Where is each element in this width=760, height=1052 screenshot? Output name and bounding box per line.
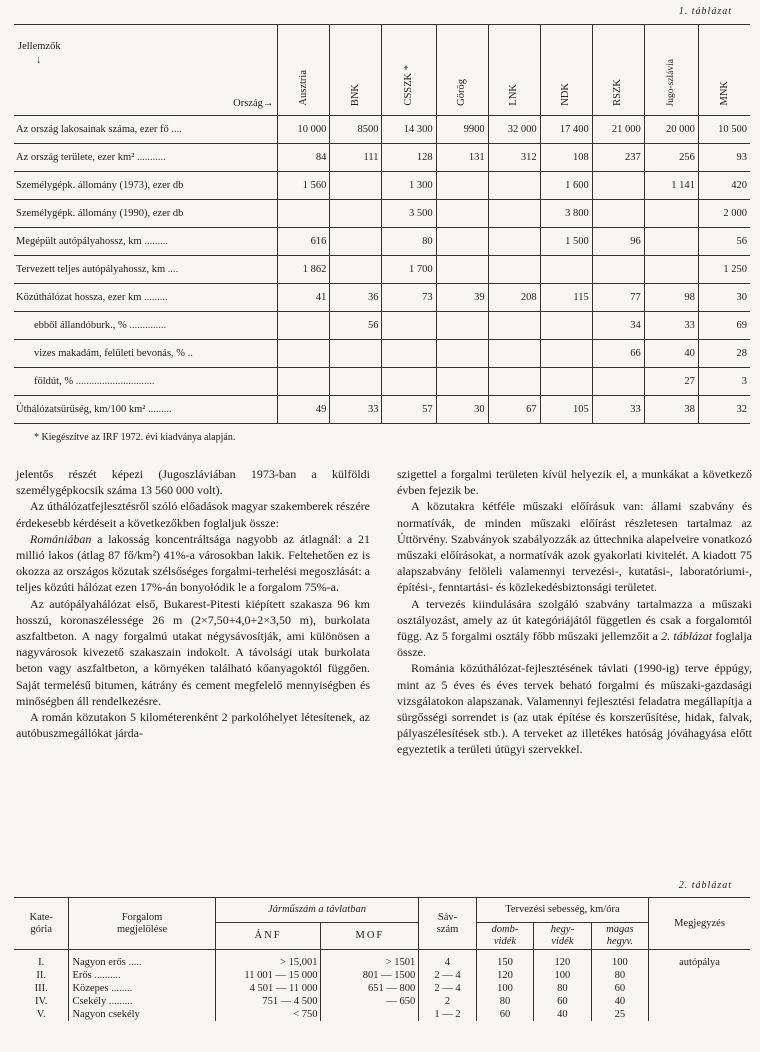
table-cell <box>649 982 750 995</box>
header-jarmuszam: Járműszám a távlatban <box>215 898 419 923</box>
table-row <box>14 995 750 1008</box>
row-label-text: Személygépk. állomány (1990), ezer db <box>16 208 184 219</box>
table-cell: 3 <box>698 368 750 396</box>
leader-dots: ......... <box>141 292 168 303</box>
table-cell: 100 <box>476 982 533 995</box>
table1-footnote: * Kiegészítve az IRF 1972. évi kiadványa alapján. <box>34 432 236 443</box>
table-cell: 616 <box>278 228 330 256</box>
header-savszam: Sáv- szám <box>419 898 476 950</box>
row-label <box>14 200 278 228</box>
table-cell <box>278 312 330 340</box>
leader-dots: ........... <box>134 152 166 163</box>
table-cell: 1 600 <box>540 172 592 200</box>
table-cell: 67 <box>488 396 540 424</box>
table-cell <box>436 340 488 368</box>
table-cell <box>436 200 488 228</box>
table-cell: 256 <box>644 144 698 172</box>
table-cell: 69 <box>698 312 750 340</box>
leader-dots: ......... <box>106 996 133 1007</box>
row-label <box>14 172 278 200</box>
table-cell: 4 501 — 11 000 <box>215 982 321 995</box>
table-cell <box>488 172 540 200</box>
table-cell <box>69 995 215 1008</box>
row-label-text: Úthálózatsűrűség, km/100 km² <box>16 404 146 415</box>
row-label-text: Csekély <box>72 996 107 1007</box>
table-cell <box>330 368 382 396</box>
table-cell: 34 <box>592 312 644 340</box>
table1-header-row <box>14 25 750 116</box>
country-header: NDK <box>540 25 592 116</box>
table-cell: 1 862 <box>278 256 330 284</box>
table-cell <box>436 368 488 396</box>
table-cell: autópálya <box>649 950 750 970</box>
header-kategoria: Kate- gória <box>14 898 69 950</box>
table-cell: 93 <box>698 144 750 172</box>
table-cell: — 650 <box>321 995 419 1008</box>
table-cell: 57 <box>382 396 436 424</box>
table-cell <box>649 969 750 982</box>
table2 <box>14 897 750 1021</box>
table-row <box>14 312 750 340</box>
table1 <box>14 24 750 424</box>
table-cell: 4 <box>419 950 476 970</box>
table-row <box>14 144 750 172</box>
table-row <box>14 172 750 200</box>
table-cell: 77 <box>592 284 644 312</box>
table-row <box>14 396 750 424</box>
text-run: foglalja össze. <box>397 629 753 660</box>
table-row <box>14 982 750 995</box>
table-cell: 2 — 4 <box>419 982 476 995</box>
table-row <box>14 200 750 228</box>
table-cell: 32 000 <box>488 116 540 144</box>
row-label <box>14 228 278 256</box>
table-cell: 56 <box>698 228 750 256</box>
paragraph <box>397 498 752 595</box>
row-label <box>14 144 278 172</box>
table-cell <box>488 200 540 228</box>
table-cell <box>488 340 540 368</box>
table-cell: 10 500 <box>698 116 750 144</box>
table-cell <box>382 368 436 396</box>
table-cell <box>436 256 488 284</box>
table-cell: 1 500 <box>540 228 592 256</box>
text-run: Romániában <box>30 531 92 546</box>
table-cell: 10 000 <box>278 116 330 144</box>
header-hegyvidek: hegy- vidék <box>534 923 591 950</box>
table-row <box>14 969 750 982</box>
table-cell: 73 <box>382 284 436 312</box>
table-cell: 40 <box>591 995 648 1008</box>
table-cell <box>488 256 540 284</box>
table-cell: > 1501 <box>321 950 419 970</box>
leader-dots: .............. <box>126 320 167 331</box>
table-cell: 39 <box>436 284 488 312</box>
country-header: BNK <box>330 25 382 116</box>
table-cell: 128 <box>382 144 436 172</box>
header-jellemzok: Jellemzők <box>18 41 61 52</box>
row-label <box>14 340 278 368</box>
table-cell <box>540 312 592 340</box>
table1-caption: 1. táblázat <box>678 6 732 17</box>
table-cell: 3 500 <box>382 200 436 228</box>
text-run: Az autópályahálózat első, Bukarest-Pitesti kiépített szakasza 96 km hosszú, koronaszélessége 26 m (2×7,50+4,0+2×3,50 m), burkolata aszfaltbeton. A nagy forgalmú utakat négysávosítják, ami különösen a nagyvárosok kivezető szakaszain indokolt. A távolsági utak burkolata beton vagy aszfaltbeton, a környéken található kőanyagoktól függően. Saját termelésű bitumen, kátrány és cement megfelelő mennyiségben és minőségben áll rendelkezésre. <box>16 596 370 708</box>
table-cell <box>649 1008 750 1021</box>
table-cell <box>330 228 382 256</box>
text-column-right <box>397 466 752 758</box>
country-header: Jugo-szlávia <box>644 25 698 116</box>
leader-dots: .......... <box>91 970 121 981</box>
table-cell: 98 <box>644 284 698 312</box>
table-cell: 2 000 <box>698 200 750 228</box>
table-cell <box>488 312 540 340</box>
table-cell: 100 <box>591 950 648 970</box>
table-cell: 9900 <box>436 116 488 144</box>
table-cell: 27 <box>644 368 698 396</box>
text-run: jelentős részét képezi (Jugoszláviában 1973-ban a külföldi személygépkocsik száma 13 560 000 volt). <box>16 467 370 498</box>
table-cell: < 750 <box>215 1008 321 1021</box>
paragraph <box>16 531 370 596</box>
table-cell <box>649 995 750 1008</box>
text-run: a lakosság koncentráltsága nagyobb az átlagnál: a 21 millió lakos (átlag 87 fő/km²) 41%-a városokban lakik. Feltehetően ez is okozza az országos közutak szélsőséges forgalmi-terhelési megoszlását: a teljes közúti hálózat ezen 17%-án bonyolódik le a forgalom 75%-a. <box>16 531 370 595</box>
header-dombvidek: domb- vidék <box>476 923 533 950</box>
table-cell <box>69 969 215 982</box>
table-cell: 237 <box>592 144 644 172</box>
leader-dots: ..... <box>125 957 142 968</box>
table-cell: 84 <box>278 144 330 172</box>
header-mof: MOF <box>321 923 419 950</box>
table-cell: 115 <box>540 284 592 312</box>
table-cell <box>330 172 382 200</box>
row-label-text: vizes makadám, felületi bevonás, % <box>34 348 186 359</box>
table-cell: 20 000 <box>644 116 698 144</box>
row-label-text: Az ország területe, ezer km² <box>16 152 135 163</box>
country-header: MNK <box>698 25 750 116</box>
row-label <box>14 284 278 312</box>
country-header: LNK <box>488 25 540 116</box>
table-cell: > 15,001 <box>215 950 321 970</box>
table-cell: 100 <box>534 969 591 982</box>
table-cell <box>644 228 698 256</box>
table-cell: 11 001 — 15 000 <box>215 969 321 982</box>
table-cell: 36 <box>330 284 382 312</box>
table-cell: 96 <box>592 228 644 256</box>
table-cell: 17 400 <box>540 116 592 144</box>
table-cell <box>540 368 592 396</box>
table-cell: 32 <box>698 396 750 424</box>
leader-dots: ........ <box>108 983 133 994</box>
row-label-text: Az ország lakosainak száma, ezer fő <box>16 124 169 135</box>
row-label <box>14 312 278 340</box>
table-cell <box>540 256 592 284</box>
table-cell <box>592 200 644 228</box>
table-row <box>14 284 750 312</box>
table-cell <box>278 340 330 368</box>
table-cell <box>488 228 540 256</box>
country-header: CSSZK * <box>382 25 436 116</box>
table-cell: 1 560 <box>278 172 330 200</box>
text-run: A román közutakon 5 kilométerenként 2 parkolóhelyet létesítenek, az autóbuszmegállókat járda- <box>16 710 370 741</box>
table-cell <box>592 172 644 200</box>
table-row <box>14 256 750 284</box>
table-cell <box>644 200 698 228</box>
table-cell: 1 — 2 <box>419 1008 476 1021</box>
table-cell <box>69 982 215 995</box>
table2-caption: 2. táblázat <box>678 880 732 891</box>
table-cell: 2 — 4 <box>419 969 476 982</box>
table-cell <box>278 368 330 396</box>
row-label-text: Erős <box>72 970 92 981</box>
table-cell <box>644 256 698 284</box>
table-cell: 49 <box>278 396 330 424</box>
paragraph <box>397 596 752 661</box>
table-cell <box>330 200 382 228</box>
row-label-text: Nagyon erős <box>72 957 126 968</box>
row-label-text: Közepes <box>72 983 109 994</box>
table-cell: 60 <box>476 1008 533 1021</box>
table-cell: 801 — 1500 <box>321 969 419 982</box>
table-cell <box>321 1008 419 1021</box>
paragraph <box>16 709 370 741</box>
table-cell: III. <box>14 982 69 995</box>
table-cell <box>488 368 540 396</box>
table-cell: V. <box>14 1008 69 1021</box>
table-row <box>14 228 750 256</box>
text-run: szigettel a forgalmi területen kívül helyezik el, a munkákat a következő évben fejezik be. <box>397 467 752 498</box>
leader-dots: .. <box>185 348 193 359</box>
table-cell: 120 <box>534 950 591 970</box>
table-cell <box>330 340 382 368</box>
text-run: 2. táblázat <box>661 629 713 644</box>
table-cell: 21 000 <box>592 116 644 144</box>
table-cell: 25 <box>591 1008 648 1021</box>
table-cell: IV. <box>14 995 69 1008</box>
table-cell: 28 <box>698 340 750 368</box>
table-cell <box>592 368 644 396</box>
row-label-text: Tervezett teljes autópályahossz, km <box>16 264 166 275</box>
text-run: Románia közúthálózat-fejlesztésének távlati (1990-ig) terve éppúgy, mint az 5 éves és éves tervek beható forgalmi és műszaki-gazdasági vizsgálatokon alapszanak. Valamennyi fejlesztési feladatra megállapítja a sürgősségi sorrendet is (az utak építése és korszerűsítése, hidak, falvak, pályaszélesítések stb.). A terveket az illetékes hatóság jóváhagyása előtt egyeztetik a területi útügyi szervekkel. <box>397 661 752 757</box>
table-cell <box>69 1008 215 1021</box>
table-cell <box>330 256 382 284</box>
leader-dots: .... <box>168 124 182 135</box>
table-cell: 40 <box>534 1008 591 1021</box>
header-tervezesi: Tervezési sebesség, km/óra <box>476 898 648 923</box>
table-cell: 3 800 <box>540 200 592 228</box>
country-header: Ausztria <box>278 25 330 116</box>
table-cell: 80 <box>382 228 436 256</box>
paragraph <box>16 596 370 709</box>
table-cell: 1 300 <box>382 172 436 200</box>
table-cell: 33 <box>592 396 644 424</box>
table-cell: 80 <box>534 982 591 995</box>
table-cell: 2 <box>419 995 476 1008</box>
table-cell: 651 — 800 <box>321 982 419 995</box>
paragraph <box>397 660 752 757</box>
header-forgalom: Forgalom megjelölése <box>69 898 215 950</box>
table-cell: 66 <box>592 340 644 368</box>
table-cell: 8500 <box>330 116 382 144</box>
table-cell <box>382 340 436 368</box>
down-arrow-icon: ↓ <box>36 55 42 66</box>
row-label-text: Nagyon csekély <box>72 1009 140 1020</box>
table-cell: I. <box>14 950 69 970</box>
table-cell: 1 141 <box>644 172 698 200</box>
table-cell: 80 <box>591 969 648 982</box>
table-row <box>14 340 750 368</box>
table-row <box>14 368 750 396</box>
table-cell: 108 <box>540 144 592 172</box>
row-label <box>14 396 278 424</box>
table-cell: 208 <box>488 284 540 312</box>
table-cell <box>540 340 592 368</box>
row-label <box>14 116 278 144</box>
paragraph <box>16 498 370 530</box>
table-cell: 41 <box>278 284 330 312</box>
table-cell <box>436 172 488 200</box>
row-label-text: ebből állandóburk., % <box>34 320 127 331</box>
table-cell: 1 700 <box>382 256 436 284</box>
leader-dots: ......... <box>145 404 172 415</box>
header-anf: ÁNF <box>215 923 321 950</box>
table-cell: 120 <box>476 969 533 982</box>
text-run: A tervezés kiindulására szolgáló szabvány tartalmazza a műszaki osztályozást, amely az út kategóriájától független és csak a forgalomtól függ. Az 5 forgalmi osztály főbb műszaki jellemzőit a <box>397 596 752 644</box>
row-label <box>14 256 278 284</box>
table-cell: 150 <box>476 950 533 970</box>
table-cell: 33 <box>644 312 698 340</box>
table-cell <box>278 200 330 228</box>
row-label-text: Megépült autópályahossz, km <box>16 236 142 247</box>
table-cell <box>436 228 488 256</box>
table-cell: 80 <box>476 995 533 1008</box>
table-cell: 420 <box>698 172 750 200</box>
text-run: Az úthálózatfejlesztésről szóló előadások magyar szakemberek részére érdekesebb kérdéseit a következőkben foglaljuk össze: <box>16 499 370 530</box>
table-row <box>14 950 750 970</box>
paragraph <box>397 466 752 498</box>
table-cell: 60 <box>591 982 648 995</box>
table-cell: 56 <box>330 312 382 340</box>
table-cell: 40 <box>644 340 698 368</box>
table-cell: 30 <box>436 396 488 424</box>
row-label-text: Közúthálózat hossza, ezer km <box>16 292 142 303</box>
country-header: Görög <box>436 25 488 116</box>
table-row <box>14 116 750 144</box>
row-label-text: Személygépk. állomány (1973), ezer db <box>16 180 184 191</box>
country-header: RSZK <box>592 25 644 116</box>
table-cell: II. <box>14 969 69 982</box>
table-cell: 30 <box>698 284 750 312</box>
header-orszag: Ország→ <box>233 98 274 109</box>
leader-dots: ......... <box>141 236 168 247</box>
table-row <box>14 1008 750 1021</box>
table-cell <box>382 312 436 340</box>
row-label <box>14 368 278 396</box>
table-cell: 312 <box>488 144 540 172</box>
table-cell: 751 — 4 500 <box>215 995 321 1008</box>
paragraph <box>16 466 370 498</box>
table-cell <box>592 256 644 284</box>
table-cell <box>69 950 215 970</box>
table-cell: 38 <box>644 396 698 424</box>
text-column-left <box>16 466 370 741</box>
table-cell: 111 <box>330 144 382 172</box>
table-cell: 105 <box>540 396 592 424</box>
table-cell: 60 <box>534 995 591 1008</box>
table-cell: 131 <box>436 144 488 172</box>
header-megjegyzes: Megjegyzés <box>649 898 750 950</box>
leader-dots: .... <box>165 264 179 275</box>
leader-dots: .............................. <box>73 376 155 387</box>
table-cell: 1 250 <box>698 256 750 284</box>
table-cell: 33 <box>330 396 382 424</box>
header-magas: magas hegyv. <box>591 923 648 950</box>
table-cell: 14 300 <box>382 116 436 144</box>
table-cell <box>436 312 488 340</box>
text-run: A közutakra kétféle műszaki előírásuk van: állami szabvány és normatívák, de minden műszaki előírást részletesen tartalmaz az Úttörvény. Szabványok szabályozzák az úttechnika alapelveire vonatkozó műszaki előírásokat, a normatívák azok gyakorlati kivitelét. A kiadott 75 alapszabvány felöleli valamennyi tervezési-, kutatási-, laboratóriumi-, építési-, fenntartási- és közlekedésbiztonsági területet. <box>397 499 752 595</box>
table1-header-characteristics <box>14 25 278 116</box>
row-label-text: földút, % <box>34 376 74 387</box>
